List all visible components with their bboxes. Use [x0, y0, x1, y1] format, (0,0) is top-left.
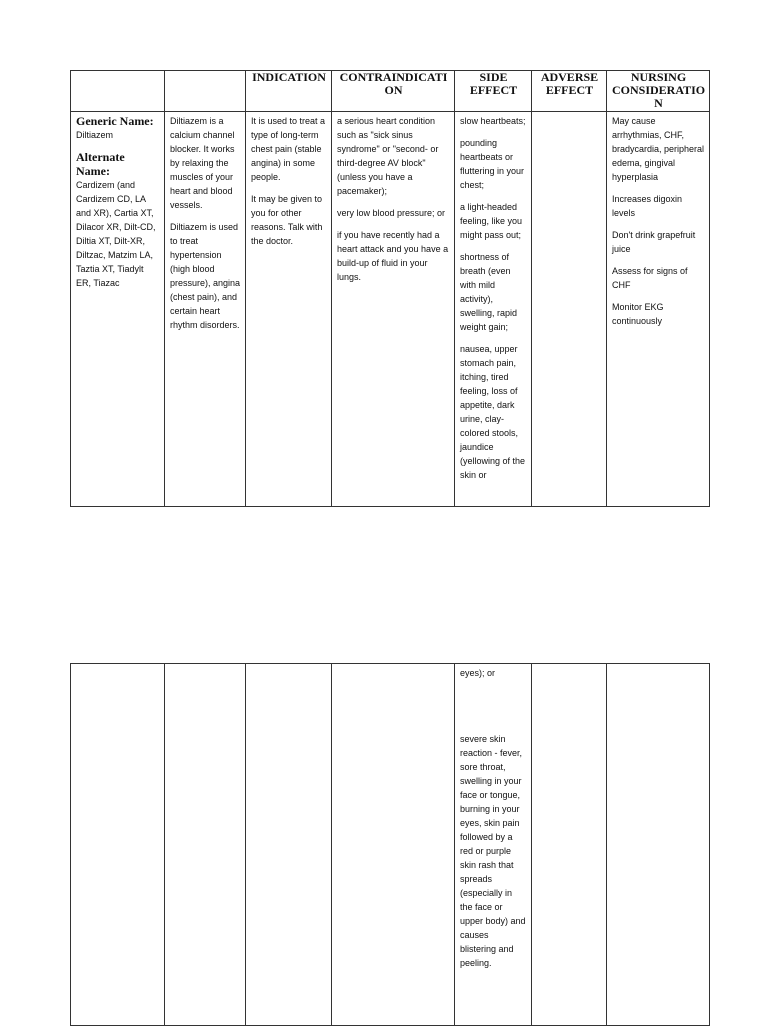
description-cell — [165, 112, 246, 507]
header-blank-2 — [165, 71, 246, 112]
header-nursing-consideration: NURSING CONSIDERATIO N — [607, 71, 710, 112]
nursing-text: Increases digoxin levels — [612, 194, 683, 218]
nursing-cell-continued — [607, 664, 710, 1026]
header-row — [71, 71, 710, 112]
contraindication-cell-continued — [332, 664, 455, 1026]
generic-name-value: Diltiazem — [76, 130, 114, 140]
indication-cell-continued — [246, 664, 332, 1026]
adverse-effect-cell — [532, 112, 607, 507]
indication-text: It may be given to you for other reasons. Talk with the doctor. — [251, 194, 323, 246]
indication-text: It is used to treat a type of long-term chest pain (stable angina) in some people. — [251, 116, 326, 182]
description-text: Diltiazem is used to treat hypertension (high blood pressure), angina (chest pain), and certain heart rhythm disorders. — [170, 222, 241, 330]
description-text: Diltiazem is a calcium channel blocker. It works by relaxing the muscles of your heart and blood vessels. — [170, 116, 235, 210]
side-effect-text: nausea, upper stomach pain, itching, tired feeling, loss of appetite, dark urine, clay-colored stools, jaundice (yellowing of the skin or — [460, 344, 526, 480]
drug-table-page-2 — [70, 663, 710, 1026]
contraindication-text: if you have recently had a heart attack and you have a build-up of fluid in your lungs. — [337, 230, 449, 282]
nursing-text: Don't drink grapefruit juice — [612, 230, 696, 254]
indication-cell — [246, 112, 332, 507]
alternate-name-value: Cardizem (and Cardizem CD, LA and XR), Cartia XT, Dilacor XR, Dilt-CD, Diltia XT, Dilt-XR, Diltzac, Matzim LA, Taztia XT, Tiadylt ER, Tiazac — [76, 180, 156, 288]
contraindication-cell — [332, 112, 455, 507]
header-contraindication: CONTRAINDICATI ON — [332, 71, 455, 112]
side-effect-text: eyes); or — [460, 668, 496, 678]
side-effect-text: shortness of breath (even with mild activity), swelling, rapid weight gain; — [460, 252, 518, 332]
generic-name-label: Generic Name: — [76, 114, 154, 128]
drug-table-page-1 — [70, 70, 710, 507]
nursing-text: May cause arrhythmias, CHF, bradycardia, peripheral edema, gingival hyperplasia — [612, 116, 705, 182]
side-effect-cell — [455, 112, 532, 507]
adverse-effect-cell-continued — [532, 664, 607, 1026]
header-blank-1 — [71, 71, 165, 112]
names-cell-continued — [71, 664, 165, 1026]
alternate-name-label: Alternate Name: — [76, 150, 125, 178]
nursing-cell — [607, 112, 710, 507]
header-adverse-effect: ADVERSE EFFECT — [532, 71, 607, 112]
side-effect-text: pounding heartbeats or fluttering in your chest; — [460, 138, 525, 190]
header-indication: INDICATION — [246, 71, 332, 112]
contraindication-text: a serious heart condition such as "sick sinus syndrome" or "second- or third-degree AV block" (unless you have a pacemaker); — [337, 116, 439, 196]
nursing-text: Assess for signs of CHF — [612, 266, 688, 290]
nursing-text: Monitor EKG continuously — [612, 302, 664, 326]
contraindication-text: very low blood pressure; or — [337, 208, 446, 218]
table-row — [71, 112, 710, 507]
table-row — [71, 664, 710, 1026]
side-effect-text: a light-headed feeling, like you might pass out; — [460, 202, 523, 240]
names-cell — [71, 112, 165, 507]
description-cell-continued — [165, 664, 246, 1026]
side-effect-cell-continued — [455, 664, 532, 1026]
side-effect-text: slow heartbeats; — [460, 116, 526, 126]
header-side-effect: SIDE EFFECT — [455, 71, 532, 112]
side-effect-text: severe skin reaction - fever, sore throat, swelling in your face or tongue, burning in your eyes, skin pain followed by a red or purple skin rash that spreads (especially in the face or upper body) and causes blistering and peeling. — [460, 734, 526, 968]
